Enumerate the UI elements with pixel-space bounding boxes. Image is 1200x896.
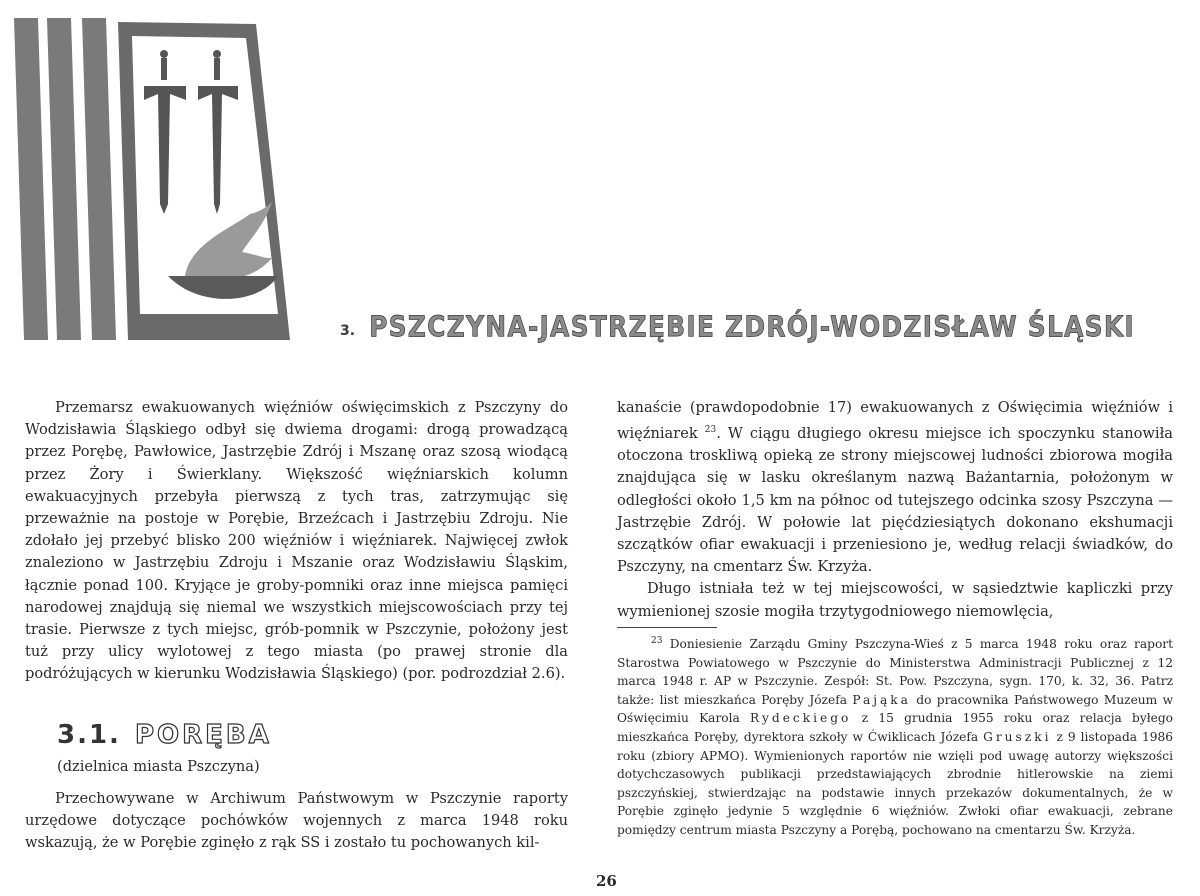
- sword-icon-right: [198, 50, 238, 214]
- footnote-text: do pracownika Państwowego Muzeum w Oświęcimiu Karola: [617, 692, 1173, 726]
- sword-icon-left: [144, 50, 186, 214]
- paragraph: Przechowywane w Archiwum Państwowym w Pszczynie raporty urzędowe dotyczące pochówków wojennych z marca 1948 roku wskazują, że w Porębie zginęło z rąk SS i zostało tu pochowanych kil-: [25, 789, 568, 852]
- section-heading: [57, 720, 568, 750]
- footnote: [617, 632, 1173, 840]
- person-name: Pająka: [852, 692, 911, 707]
- bowl-icon: [168, 276, 278, 299]
- paragraph: Długo istniała też w tej miejscowości, w sąsiedztwie kapliczki przy wymienionej szosie mogiła trzytygodniowego niemowlęcia,: [617, 580, 1173, 620]
- section-number: 3.1.: [57, 719, 121, 750]
- stripe-2: [47, 18, 81, 340]
- chapter-number: 3.: [340, 323, 356, 339]
- footnote-divider: [617, 627, 717, 628]
- footnote-text: Doniesienie Zarządu Gminy Pszczyna-Wieś z 5 marca 1948 roku oraz raport Starostwa Powiatowego w Pszczynie do Ministerstwa Administracji Publicznej z 12 marca 1948 r. AP w Pszczynie. Zespół: St. Pow. Pszczyna, sygn. 170, k. 32, 36. Patrz także: list mieszkańca Poręby Józefa: [617, 636, 1173, 707]
- flame-icon: [185, 202, 272, 280]
- footnote-text: z 9 listopada 1986 roku (zbiory APMO). Wymienionych raportów nie wzięli pod uwagę autorzy większości dotychczasowych publikacji przedstawiających zbrodnie hitlerowskie na ziemi pszczyńskiej, stwierdzając na podstawie innych przekazów dokumentalnych, że w Porębie zginęło jedynie 5 względnie 6 więźniów. Zwłoki ofiar ewakuacji, zebrane pomiędzy centrum miasta Pszczyny a Porębą, pochowano na cmentarzu Św. Krzyża.: [617, 729, 1174, 837]
- footnote-text: z 15 grudnia 1955 roku oraz relacja byłego mieszkańca Poręby, dyrektora szkoły w Ćwiklicach Józefa: [617, 711, 1174, 744]
- chapter-title: [340, 309, 1135, 344]
- chapter-heading: PSZCZYNA-JASTRZĘBIE ZDRÓJ-WODZISŁAW ŚLĄSKI: [369, 309, 1135, 344]
- stripe-3: [82, 18, 116, 340]
- paragraph: [617, 397, 1173, 578]
- chapter-emblem-icon: [10, 14, 300, 344]
- section-title: PORĘBA: [134, 719, 272, 750]
- person-name: Rydeckiego: [750, 711, 852, 726]
- footnote-reference: 23: [704, 425, 717, 436]
- footnotes: [617, 632, 1173, 840]
- section-subtitle: (dzielnica miasta Pszczyna): [57, 757, 260, 775]
- left-column: [25, 397, 568, 854]
- paragraph: Przemarsz ewakuowanych więźniów oświęcimskich z Pszczyny do Wodzisławia Śląskiego odbył się dwiema drogami: drogą prowadzącą przez Porębę, Pawłowice, Jastrzębie Zdrój i Mszanę oraz szosą wiodącą przez Żory i Świerklany. Większość więźniarskich kolumn ewakuacyjnych przebyła pierwszą z tych tras, zatrzymując się przeważnie na postoje w Porębie, Brzeźcach i Jastrzębiu Zdroju. Nie zdołało jej przebyć blisko 200 więźniów i więźniarek. Najwięcej zwłok znaleziono w Jastrzębiu Zdroju i Mszanie oraz Wodzisławiu Śląskim, łącznie ponad 100. Kryjące je groby-pomniki oraz inne miejsca pamięci narodowej znajdują się niemal we wszystkich miejscowościach przy tej trasie. Pierwsze z tych miejsc, grób-pomnik w Pszczynie, położony jest tuż przy ulicy wylotowej z tego miasta (po prawej stronie dla podróżujących w kierunku Wodzisławia Śląskiego) (por. podrozdział 2.6).: [25, 399, 568, 683]
- stripe-1: [14, 18, 48, 340]
- person-name: Gruszki: [983, 729, 1052, 744]
- page-number: 26: [596, 872, 617, 890]
- paragraph-text: kanaście (prawdopodobnie 17) ewakuowanych z Oświęcimia więźniów i więźniarek: [617, 399, 1173, 443]
- paragraph-text: . W ciągu długiego okresu miejsce ich spoczynku stanowiła otoczona troskliwą opieką ze strony miejscowej ludności zbiorowa mogiła znajdująca się w lasku określanym nazwą Bażantarnia, położonym w odległości około 1,5 km na północ od tutejszego odcinka szosy Pszczyna — Jastrzębie Zdrój. W połowie lat pięćdziesiątych dokonano ekshumacji szczątków ofiar ewakuacji i przeniesiono je, według relacji świadków, do Pszczyny, na cmentarz Św. Krzyża.: [617, 425, 1173, 576]
- footnote-number: 23: [651, 635, 663, 646]
- right-column: [617, 397, 1173, 839]
